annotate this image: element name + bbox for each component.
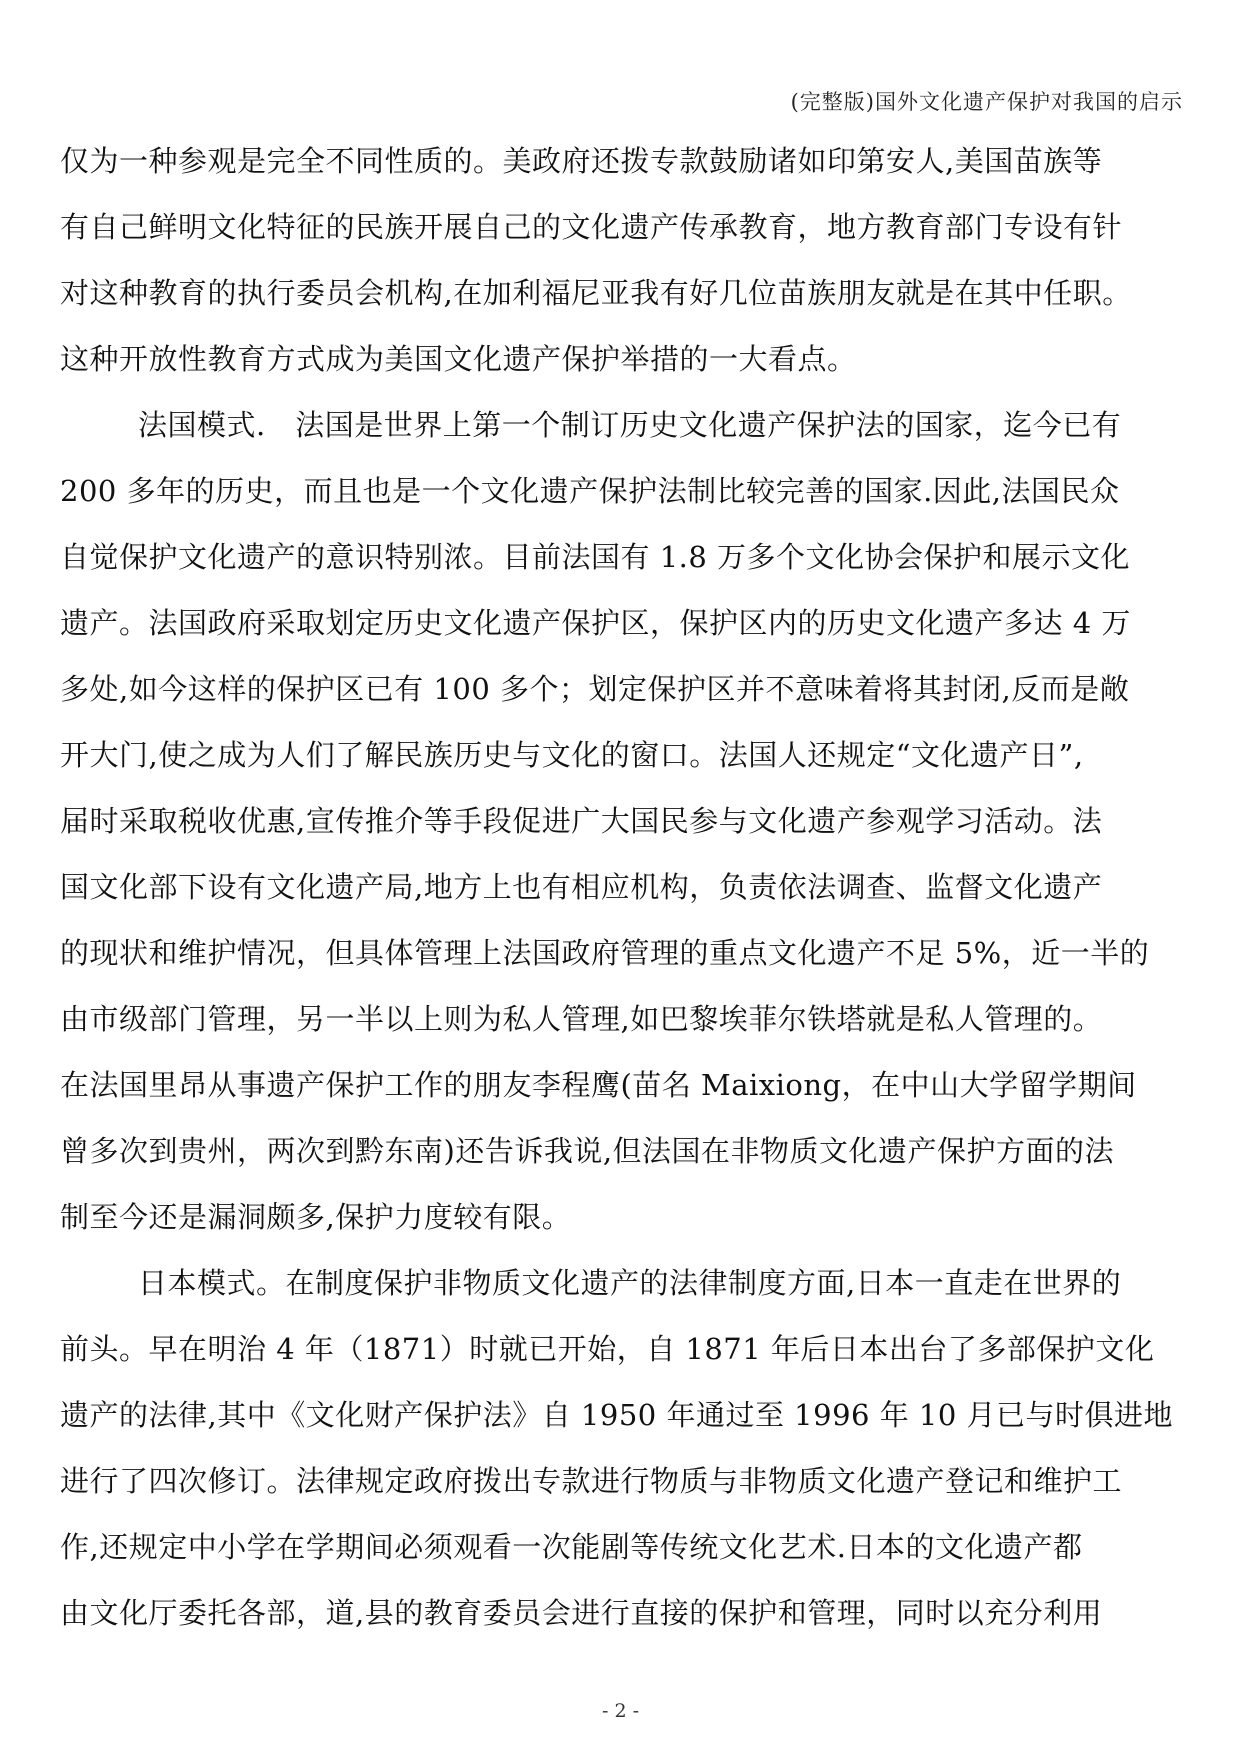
- text-line: 制至今还是漏洞颇多,保护力度较有限。: [60, 1200, 572, 1234]
- text-line: 由市级部门管理，另一半以上则为私人管理,如巴黎埃菲尔铁塔就是私人管理的。: [60, 1002, 1103, 1036]
- page-number: - 2 -: [601, 1700, 639, 1722]
- document-body: [60, 128, 1180, 1646]
- text-line: 自觉保护文化遗产的意识特别浓。目前法国有 1.8 万多个文化协会保护和展示文化: [60, 540, 1131, 574]
- text-line: 曾多次到贵州，两次到黔东南)还告诉我说,但法国在非物质文化遗产保护方面的法: [60, 1134, 1115, 1168]
- text-line: 的现状和维护情况，但具体管理上法国政府管理的重点文化遗产不足 5%，近一半的: [60, 936, 1150, 970]
- text-line: 有自己鲜明文化特征的民族开展自己的文化遗产传承教育，地方教育部门专设有针: [60, 210, 1123, 244]
- text-line: 这种开放性教育方式成为美国文化遗产保护举措的一大看点。: [60, 342, 857, 376]
- text-line: 进行了四次修订。法律规定政府拨出专款进行物质与非物质文化遗产登记和维护工: [60, 1464, 1123, 1498]
- text-line: 由文化厅委托各部，道,县的教育委员会进行直接的保护和管理，同时以充分利用: [60, 1596, 1103, 1630]
- text-line: 开大门,使之成为人们了解民族历史与文化的窗口。法国人还规定“文化遗产日”,: [60, 738, 1084, 772]
- paragraph-france-model: [60, 392, 1180, 1250]
- text-line: 遗产。法国政府采取划定历史文化遗产保护区，保护区内的历史文化遗产多达 4 万: [60, 606, 1131, 640]
- text-line: 多处,如今这样的保护区已有 100 多个；划定保护区并不意味着将其封闭,反而是敞: [60, 672, 1130, 706]
- text-line: 法国模式. 法国是世界上第一个制订历史文化遗产保护法的国家，迄今已有: [138, 408, 1122, 442]
- text-line: 国文化部下设有文化遗产局,地方上也有相应机构，负责依法调查、监督文化遗产: [60, 870, 1103, 904]
- text-line: 200 多年的历史，而且也是一个文化遗产保护法制比较完善的国家.因此,法国民众: [60, 474, 1120, 508]
- paragraph-japan-model: [60, 1250, 1180, 1646]
- text-line: 对这种教育的执行委员会机构,在加利福尼亚我有好几位苗族朋友就是在其中任职。: [60, 276, 1132, 310]
- page-header: (完整版)国外文化遗产保护对我国的启示: [790, 90, 1183, 114]
- text-line: 在法国里昂从事遗产保护工作的朋友李程鹰(苗名 Maixiong，在中山大学留学期间: [60, 1068, 1137, 1102]
- text-line: 前头。早在明治 4 年（1871）时就已开始，自 1871 年后日本出台了多部保护文化: [60, 1332, 1155, 1366]
- text-line: 届时采取税收优惠,宣传推介等手段促进广大国民参与文化遗产参观学习活动。法: [60, 804, 1103, 838]
- text-line: 作,还规定中小学在学期间必须观看一次能剧等传统文化艺术.日本的文化遗产都: [60, 1530, 1083, 1564]
- paragraph-usa-continuation: [60, 128, 1180, 392]
- text-line: 遗产的法律,其中《文化财产保护法》自 1950 年通过至 1996 年 10 月已与时俱进地: [60, 1398, 1174, 1432]
- text-line: 仅为一种参观是完全不同性质的。美政府还拨专款鼓励诸如印第安人,美国苗族等: [60, 144, 1103, 178]
- text-line: 日本模式。在制度保护非物质文化遗产的法律制度方面,日本一直走在世界的: [138, 1266, 1122, 1300]
